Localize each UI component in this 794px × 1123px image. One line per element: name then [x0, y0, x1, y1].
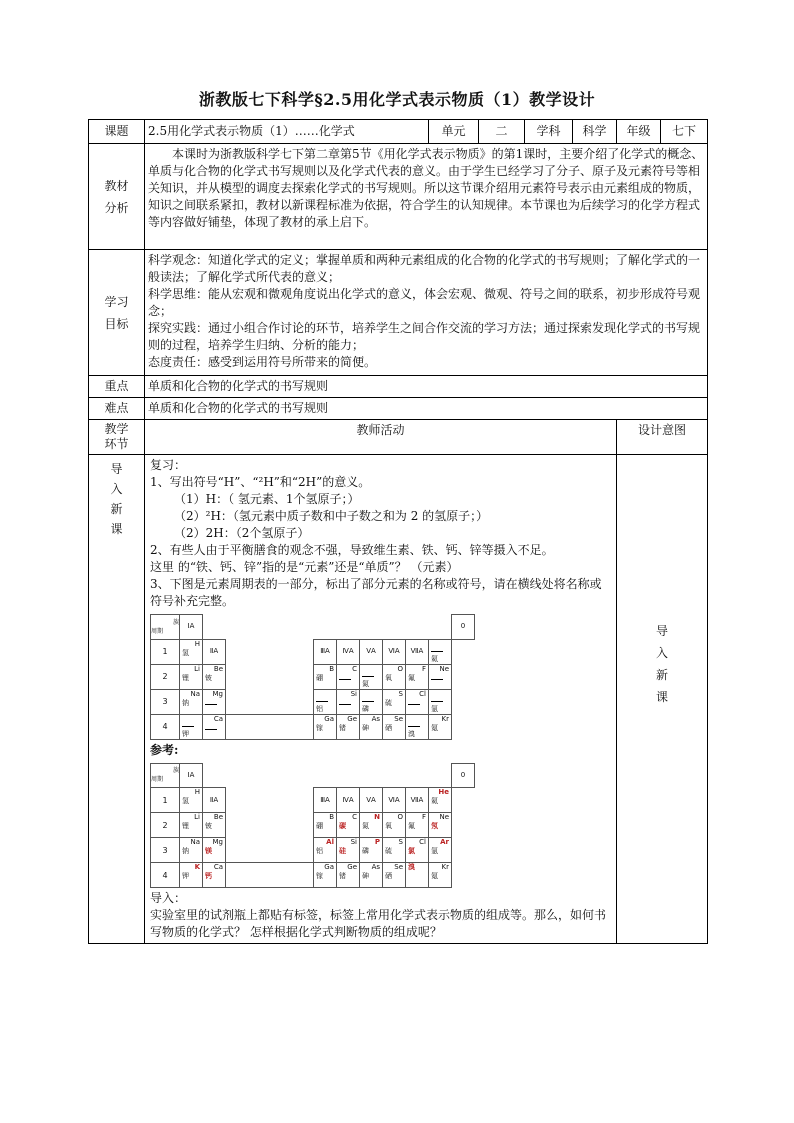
- section-col3: 设计意图: [617, 420, 708, 455]
- section-col2: 教师活动: [145, 420, 617, 455]
- objective-line: 科学观念：知道化学式的定义；掌握单质和两种元素组成的化合物的化学式的书写规则；了解化学式的一般读法；了解化学式所代表的意义；: [148, 253, 701, 284]
- subject-label: 学科: [525, 120, 573, 144]
- unit-value: 二: [479, 120, 525, 144]
- periodic-table-blank: 族 周期 ⅠA 0 1 H 氢 ⅡA ⅢA ⅣA ⅤA ⅥA ⅦA 氦 2 Li 锂 Be 铍 B 硼 C 氮 O 氧 F 氟 Ne 3 Na 钠 Mg 铝 Si 磷 S 硫 Cl 氩 4 钾 Ca Ga 镓 Ge 锗 As 砷 Se 硒 溴 Kr 氪: [150, 614, 613, 740]
- intro-row: [89, 455, 708, 944]
- unit-label: 单元: [429, 120, 479, 144]
- teacher-activity: 复习： 1、写出符号“H”、“²H”和“2H”的意义。 （1）H：（ 氢元素、1个氢原子；） （2）²H：（氢元素中质子数和中子数之和为 2 的氢原子；） （2）2H：（2个氢原子） 2、有些人由于平衡膳食的观念不强，导致维生素、铁、钙、锌等摄入不足。 这里 的“铁、钙、锌”指的是“元素”还是“单质”？ （元素） 3、下图是元素周期表的一部分，标出了部分元素的名称或符号，请在横线处将名称或符号补充完整。 族 周期 ⅠA 0 1 H 氢 ⅡA ⅢA ⅣA ⅤA ⅥA ⅦA 氦 2 Li 锂 Be 铍 B 硼 C 氮 O 氧 F 氟 Ne 3 Na 钠 Mg 铝 Si 磷 S 硫 Cl 氩 4 钾 Ca Ga 镓 Ge 锗 As 砷 Se 硒 溴 Kr 氪 参考: 族 周期 ⅠA 0 1 H 氢 ⅡA ⅢA ⅣA ⅤA ⅥA ⅦA He 氦 2 Li 锂 Be 铍 B 硼 C 碳 N 氮 O 氧 F 氟 Ne 氖 3 Na 钠 Mg 镁 Al 铝 Si 硅 P 磷 S 硫 Cl 氯 Ar 氩 4 K 钾 Ca 钙 Ga 镓 Ge 锗 As 砷 Se 硒 溴 Kr 氪 导入： 实验室里的试剂瓶上都贴有标签，标签上常用化学式表示物质的组成等。那么，如何书写物质的化学式？ 怎样根据化学式判断物质的组成呢？: [145, 455, 617, 944]
- objectives-row: [89, 250, 708, 376]
- objective-line: 态度责任：感受到运用符号所带来的简便。: [148, 355, 377, 369]
- key-point-label: 重点: [89, 376, 145, 398]
- lesson-plan-table: [88, 119, 708, 944]
- topic-value: 2.5用化学式表示物质（1）……化学式: [145, 120, 429, 144]
- objective-line: 科学思维：能从宏观和微观角度说出化学式的意义，体会宏观、微观、符号之间的联系，初步形成符号观念；: [148, 287, 701, 318]
- document-title: 浙教版七下科学§2.5用化学式表示物质（1）教学设计: [198, 90, 596, 109]
- section-header-row: [89, 420, 708, 455]
- intro-label: 导 入 新 课: [89, 455, 145, 944]
- analysis-text: 本课时为浙教版科学七下第二章第5节《用化学式表示物质》的第1课时，主要介绍了化学式的概念、单质与化合物的化学式书写规则以及化学式代表的意义。由于学生已经学习了分子、原子及元素符号等相关知识，并从模型的调度去探索化学式的书写规则。所以这节课介绍用元素符号表示由元素组成的物质，知识之间联系紧扣，教材以新课程标准为依据，符合学生的认知规律。本节课也为后续学习的化学方程式等内容做好铺垫，体现了教材的承上启下。: [145, 144, 708, 250]
- header-row: [89, 120, 708, 144]
- key-point-row: [89, 376, 708, 398]
- reference-label: 参考:: [150, 742, 179, 757]
- topic-label: 课题: [89, 120, 145, 144]
- lead-title: 导入：: [150, 891, 187, 905]
- periodic-table-answer: 族 周期 ⅠA 0 1 H 氢 ⅡA ⅢA ⅣA ⅤA ⅥA ⅦA He 氦 2 Li 锂 Be 铍 B 硼 C 碳 N 氮 O 氧 F 氟 Ne 氖 3 Na 钠 Mg 镁 Al 铝 Si 硅 P 磷 S 硫 Cl 氯 Ar 氩 4 K 钾 Ca 钙 Ga 镓 Ge 锗 As 砷 Se 硒 溴 Kr 氪: [150, 763, 613, 889]
- objectives-label: 学习 目标: [89, 250, 145, 376]
- key-point-text: 单质和化合物的化学式的书写规则: [145, 376, 708, 398]
- analysis-row: [89, 144, 708, 250]
- grade-value: 七下: [661, 120, 708, 144]
- difficulty-text: 单质和化合物的化学式的书写规则: [145, 398, 708, 420]
- subject-value: 科学: [573, 120, 617, 144]
- section-col1: 教学 环节: [89, 420, 145, 455]
- analysis-label: 教材 分析: [89, 144, 145, 250]
- objectives-text: [145, 250, 708, 376]
- grade-label: 年级: [617, 120, 661, 144]
- difficulty-label: 难点: [89, 398, 145, 420]
- difficulty-row: [89, 398, 708, 420]
- design-intent: 导 入 新 课: [617, 455, 708, 944]
- objective-line: 探究实践：通过小组合作讨论的环节，培养学生之间合作交流的学习方法；通过探索发现化学式的书写规则的过程，培养学生归纳、分析的能力；: [148, 321, 701, 352]
- lead-text: 实验室里的试剂瓶上都贴有标签，标签上常用化学式表示物质的组成等。那么，如何书写物质的化学式？ 怎样根据化学式判断物质的组成呢？: [150, 908, 607, 939]
